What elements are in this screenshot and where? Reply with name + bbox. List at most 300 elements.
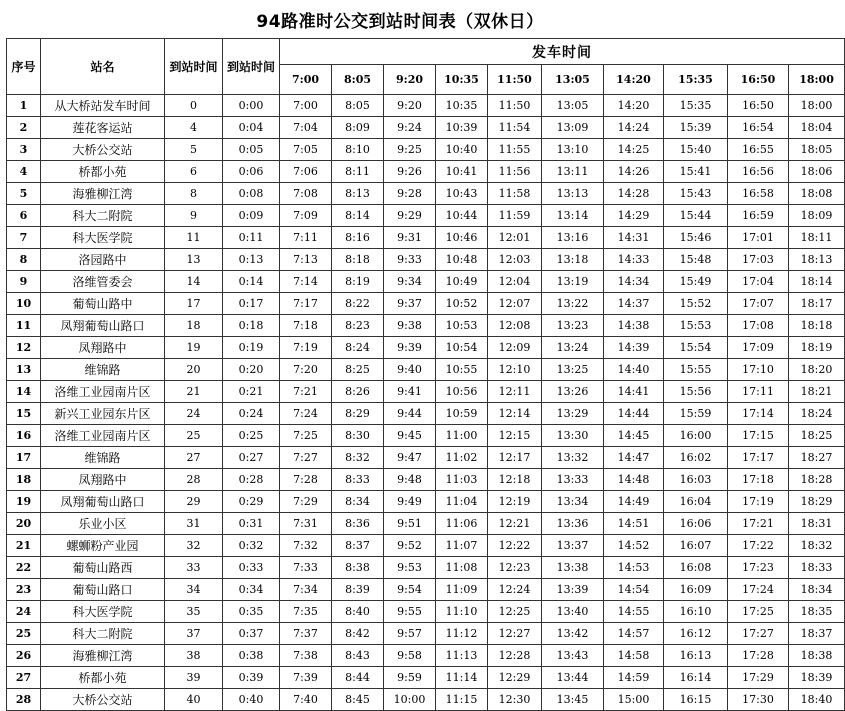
cell-station: 乐业小区 <box>41 513 165 535</box>
cell-arrive-minutes: 38 <box>165 645 223 667</box>
cell-seq: 10 <box>7 293 41 315</box>
cell-seq: 25 <box>7 623 41 645</box>
cell-departure-time: 14:20 <box>604 95 664 117</box>
cell-departure-time: 8:40 <box>332 601 384 623</box>
cell-seq: 16 <box>7 425 41 447</box>
cell-departure-time: 17:11 <box>728 381 789 403</box>
cell-seq: 1 <box>7 95 41 117</box>
cell-arrive-time: 0:28 <box>223 469 280 491</box>
cell-departure-time: 14:44 <box>604 403 664 425</box>
cell-departure-time: 15:48 <box>664 249 728 271</box>
cell-departure-time: 16:08 <box>664 557 728 579</box>
cell-departure-time: 11:06 <box>436 513 488 535</box>
cell-departure-time: 9:39 <box>384 337 436 359</box>
header-arrive-minutes: 到站时间 <box>165 39 223 95</box>
cell-departure-time: 7:04 <box>280 117 332 139</box>
cell-departure-time: 14:34 <box>604 271 664 293</box>
cell-departure-time: 7:18 <box>280 315 332 337</box>
cell-station: 凤翔葡萄山路口 <box>41 315 165 337</box>
cell-departure-time: 9:55 <box>384 601 436 623</box>
cell-arrive-minutes: 20 <box>165 359 223 381</box>
cell-arrive-time: 0:06 <box>223 161 280 183</box>
cell-departure-time: 12:28 <box>488 645 542 667</box>
cell-arrive-time: 0:09 <box>223 205 280 227</box>
cell-departure-time: 7:27 <box>280 447 332 469</box>
cell-station: 科大二附院 <box>41 205 165 227</box>
cell-arrive-time: 0:32 <box>223 535 280 557</box>
cell-departure-time: 18:18 <box>789 315 845 337</box>
header-station: 站名 <box>41 39 165 95</box>
table-row <box>7 623 845 645</box>
cell-departure-time: 18:37 <box>789 623 845 645</box>
cell-departure-time: 7:24 <box>280 403 332 425</box>
cell-departure-time: 8:24 <box>332 337 384 359</box>
cell-departure-time: 13:22 <box>542 293 604 315</box>
cell-departure-time: 17:28 <box>728 645 789 667</box>
cell-departure-time: 8:14 <box>332 205 384 227</box>
cell-departure-time: 9:47 <box>384 447 436 469</box>
cell-departure-time: 16:00 <box>664 425 728 447</box>
cell-seq: 27 <box>7 667 41 689</box>
cell-departure-time: 9:44 <box>384 403 436 425</box>
cell-departure-time: 14:38 <box>604 315 664 337</box>
cell-seq: 23 <box>7 579 41 601</box>
cell-station: 桥都小苑 <box>41 161 165 183</box>
cell-departure-time: 11:04 <box>436 491 488 513</box>
cell-departure-time: 13:34 <box>542 491 604 513</box>
table-row <box>7 249 845 271</box>
cell-arrive-time: 0:18 <box>223 315 280 337</box>
cell-departure-time: 9:58 <box>384 645 436 667</box>
cell-departure-time: 11:58 <box>488 183 542 205</box>
cell-departure-time: 15:53 <box>664 315 728 337</box>
cell-departure-time: 18:17 <box>789 293 845 315</box>
cell-departure-time: 13:43 <box>542 645 604 667</box>
cell-departure-time: 17:21 <box>728 513 789 535</box>
cell-departure-time: 10:54 <box>436 337 488 359</box>
cell-departure-time: 15:39 <box>664 117 728 139</box>
header-departure-time: 16:50 <box>728 65 789 95</box>
cell-departure-time: 13:37 <box>542 535 604 557</box>
cell-departure-time: 16:07 <box>664 535 728 557</box>
cell-departure-time: 15:55 <box>664 359 728 381</box>
table-row <box>7 337 845 359</box>
cell-departure-time: 8:05 <box>332 95 384 117</box>
table-row <box>7 183 845 205</box>
cell-station: 大桥公交站 <box>41 139 165 161</box>
cell-seq: 20 <box>7 513 41 535</box>
cell-arrive-minutes: 40 <box>165 689 223 711</box>
cell-seq: 26 <box>7 645 41 667</box>
cell-departure-time: 18:05 <box>789 139 845 161</box>
cell-departure-time: 18:38 <box>789 645 845 667</box>
cell-departure-time: 8:19 <box>332 271 384 293</box>
cell-arrive-time: 0:31 <box>223 513 280 535</box>
cell-departure-time: 13:30 <box>542 425 604 447</box>
cell-departure-time: 18:29 <box>789 491 845 513</box>
cell-arrive-minutes: 29 <box>165 491 223 513</box>
cell-departure-time: 10:56 <box>436 381 488 403</box>
cell-seq: 5 <box>7 183 41 205</box>
cell-departure-time: 8:36 <box>332 513 384 535</box>
cell-departure-time: 16:12 <box>664 623 728 645</box>
table-row <box>7 447 845 469</box>
cell-departure-time: 9:41 <box>384 381 436 403</box>
cell-seq: 12 <box>7 337 41 359</box>
cell-arrive-time: 0:40 <box>223 689 280 711</box>
table-row <box>7 359 845 381</box>
cell-departure-time: 12:11 <box>488 381 542 403</box>
table-row <box>7 139 845 161</box>
cell-departure-time: 18:34 <box>789 579 845 601</box>
cell-departure-time: 18:00 <box>789 95 845 117</box>
cell-station: 维锦路 <box>41 447 165 469</box>
cell-station: 科大医学院 <box>41 227 165 249</box>
header-departure-time: 10:35 <box>436 65 488 95</box>
cell-arrive-minutes: 0 <box>165 95 223 117</box>
timetable <box>6 38 845 711</box>
cell-departure-time: 18:14 <box>789 271 845 293</box>
cell-departure-time: 16:04 <box>664 491 728 513</box>
cell-departure-time: 14:26 <box>604 161 664 183</box>
cell-departure-time: 9:34 <box>384 271 436 293</box>
cell-departure-time: 8:13 <box>332 183 384 205</box>
cell-seq: 8 <box>7 249 41 271</box>
cell-departure-time: 16:55 <box>728 139 789 161</box>
cell-departure-time: 15:56 <box>664 381 728 403</box>
cell-departure-time: 17:01 <box>728 227 789 249</box>
header-row-top <box>7 39 845 65</box>
cell-arrive-minutes: 32 <box>165 535 223 557</box>
cell-departure-time: 7:06 <box>280 161 332 183</box>
table-row <box>7 403 845 425</box>
cell-arrive-time: 0:11 <box>223 227 280 249</box>
cell-departure-time: 15:41 <box>664 161 728 183</box>
cell-departure-time: 13:38 <box>542 557 604 579</box>
cell-departure-time: 18:06 <box>789 161 845 183</box>
cell-departure-time: 14:52 <box>604 535 664 557</box>
cell-departure-time: 11:03 <box>436 469 488 491</box>
cell-departure-time: 12:09 <box>488 337 542 359</box>
cell-arrive-minutes: 9 <box>165 205 223 227</box>
cell-departure-time: 8:43 <box>332 645 384 667</box>
cell-departure-time: 7:38 <box>280 645 332 667</box>
cell-departure-time: 12:29 <box>488 667 542 689</box>
cell-arrive-minutes: 33 <box>165 557 223 579</box>
cell-departure-time: 9:24 <box>384 117 436 139</box>
cell-departure-time: 15:49 <box>664 271 728 293</box>
cell-departure-time: 17:08 <box>728 315 789 337</box>
cell-station: 螺蛳粉产业园 <box>41 535 165 557</box>
cell-departure-time: 17:15 <box>728 425 789 447</box>
cell-arrive-time: 0:27 <box>223 447 280 469</box>
cell-departure-time: 14:45 <box>604 425 664 447</box>
cell-departure-time: 7:31 <box>280 513 332 535</box>
cell-departure-time: 9:54 <box>384 579 436 601</box>
cell-departure-time: 14:33 <box>604 249 664 271</box>
table-row <box>7 117 845 139</box>
cell-departure-time: 16:15 <box>664 689 728 711</box>
cell-departure-time: 17:10 <box>728 359 789 381</box>
cell-seq: 4 <box>7 161 41 183</box>
cell-departure-time: 15:52 <box>664 293 728 315</box>
cell-departure-time: 15:46 <box>664 227 728 249</box>
cell-departure-time: 17:07 <box>728 293 789 315</box>
table-row <box>7 425 845 447</box>
cell-departure-time: 12:22 <box>488 535 542 557</box>
cell-departure-time: 10:46 <box>436 227 488 249</box>
cell-departure-time: 10:52 <box>436 293 488 315</box>
cell-departure-time: 18:13 <box>789 249 845 271</box>
cell-departure-time: 10:48 <box>436 249 488 271</box>
cell-seq: 13 <box>7 359 41 381</box>
cell-departure-time: 10:41 <box>436 161 488 183</box>
cell-departure-time: 9:48 <box>384 469 436 491</box>
cell-departure-time: 7:32 <box>280 535 332 557</box>
cell-departure-time: 14:37 <box>604 293 664 315</box>
cell-seq: 28 <box>7 689 41 711</box>
cell-departure-time: 13:36 <box>542 513 604 535</box>
cell-departure-time: 14:59 <box>604 667 664 689</box>
cell-departure-time: 13:11 <box>542 161 604 183</box>
cell-departure-time: 10:44 <box>436 205 488 227</box>
cell-arrive-time: 0:20 <box>223 359 280 381</box>
cell-departure-time: 8:11 <box>332 161 384 183</box>
cell-departure-time: 14:49 <box>604 491 664 513</box>
cell-arrive-time: 0:39 <box>223 667 280 689</box>
cell-arrive-time: 0:38 <box>223 645 280 667</box>
cell-departure-time: 8:18 <box>332 249 384 271</box>
cell-departure-time: 14:51 <box>604 513 664 535</box>
cell-departure-time: 9:33 <box>384 249 436 271</box>
cell-arrive-time: 0:21 <box>223 381 280 403</box>
cell-departure-time: 8:25 <box>332 359 384 381</box>
cell-departure-time: 9:53 <box>384 557 436 579</box>
cell-arrive-minutes: 35 <box>165 601 223 623</box>
cell-departure-time: 14:47 <box>604 447 664 469</box>
cell-departure-time: 14:25 <box>604 139 664 161</box>
cell-departure-time: 13:10 <box>542 139 604 161</box>
cell-departure-time: 7:33 <box>280 557 332 579</box>
cell-seq: 7 <box>7 227 41 249</box>
cell-station: 洛维工业园南片区 <box>41 381 165 403</box>
cell-departure-time: 7:25 <box>280 425 332 447</box>
cell-station: 新兴工业园东片区 <box>41 403 165 425</box>
cell-departure-time: 9:40 <box>384 359 436 381</box>
cell-departure-time: 7:39 <box>280 667 332 689</box>
cell-arrive-minutes: 24 <box>165 403 223 425</box>
timetable-body <box>7 95 845 711</box>
cell-departure-time: 13:14 <box>542 205 604 227</box>
cell-seq: 3 <box>7 139 41 161</box>
cell-departure-time: 9:59 <box>384 667 436 689</box>
cell-arrive-time: 0:37 <box>223 623 280 645</box>
cell-station: 洛维工业园南片区 <box>41 425 165 447</box>
cell-departure-time: 11:55 <box>488 139 542 161</box>
cell-seq: 21 <box>7 535 41 557</box>
table-row <box>7 645 845 667</box>
cell-arrive-minutes: 17 <box>165 293 223 315</box>
cell-seq: 2 <box>7 117 41 139</box>
cell-departure-time: 8:38 <box>332 557 384 579</box>
cell-departure-time: 18:40 <box>789 689 845 711</box>
cell-departure-time: 11:54 <box>488 117 542 139</box>
cell-departure-time: 11:14 <box>436 667 488 689</box>
cell-departure-time: 13:19 <box>542 271 604 293</box>
cell-departure-time: 10:55 <box>436 359 488 381</box>
cell-departure-time: 17:30 <box>728 689 789 711</box>
cell-departure-time: 9:49 <box>384 491 436 513</box>
cell-departure-time: 13:44 <box>542 667 604 689</box>
cell-departure-time: 18:24 <box>789 403 845 425</box>
cell-departure-time: 13:42 <box>542 623 604 645</box>
cell-departure-time: 7:14 <box>280 271 332 293</box>
cell-departure-time: 16:56 <box>728 161 789 183</box>
cell-departure-time: 18:19 <box>789 337 845 359</box>
cell-departure-time: 16:13 <box>664 645 728 667</box>
header-departure-time: 14:20 <box>604 65 664 95</box>
table-row <box>7 315 845 337</box>
cell-departure-time: 8:42 <box>332 623 384 645</box>
cell-departure-time: 13:32 <box>542 447 604 469</box>
cell-departure-time: 13:33 <box>542 469 604 491</box>
cell-arrive-minutes: 31 <box>165 513 223 535</box>
cell-arrive-minutes: 4 <box>165 117 223 139</box>
cell-station: 维锦路 <box>41 359 165 381</box>
cell-departure-time: 9:57 <box>384 623 436 645</box>
cell-departure-time: 12:01 <box>488 227 542 249</box>
cell-departure-time: 13:23 <box>542 315 604 337</box>
cell-departure-time: 13:05 <box>542 95 604 117</box>
cell-departure-time: 13:18 <box>542 249 604 271</box>
cell-departure-time: 11:13 <box>436 645 488 667</box>
cell-departure-time: 18:09 <box>789 205 845 227</box>
cell-departure-time: 18:39 <box>789 667 845 689</box>
cell-departure-time: 12:03 <box>488 249 542 271</box>
cell-departure-time: 18:04 <box>789 117 845 139</box>
table-row <box>7 469 845 491</box>
table-row <box>7 381 845 403</box>
cell-arrive-time: 0:00 <box>223 95 280 117</box>
table-row <box>7 205 845 227</box>
header-departure-time: 11:50 <box>488 65 542 95</box>
cell-departure-time: 15:40 <box>664 139 728 161</box>
cell-departure-time: 9:29 <box>384 205 436 227</box>
cell-departure-time: 13:26 <box>542 381 604 403</box>
cell-arrive-time: 0:08 <box>223 183 280 205</box>
cell-departure-time: 18:20 <box>789 359 845 381</box>
cell-departure-time: 10:43 <box>436 183 488 205</box>
cell-departure-time: 12:27 <box>488 623 542 645</box>
cell-departure-time: 18:33 <box>789 557 845 579</box>
cell-departure-time: 12:19 <box>488 491 542 513</box>
cell-departure-time: 16:06 <box>664 513 728 535</box>
cell-departure-time: 7:08 <box>280 183 332 205</box>
cell-station: 葡萄山路中 <box>41 293 165 315</box>
cell-departure-time: 10:00 <box>384 689 436 711</box>
cell-departure-time: 9:45 <box>384 425 436 447</box>
cell-arrive-time: 0:19 <box>223 337 280 359</box>
cell-departure-time: 16:54 <box>728 117 789 139</box>
cell-seq: 24 <box>7 601 41 623</box>
cell-departure-time: 11:59 <box>488 205 542 227</box>
cell-departure-time: 12:07 <box>488 293 542 315</box>
header-departure-group: 发车时间 <box>280 39 845 65</box>
cell-departure-time: 12:18 <box>488 469 542 491</box>
cell-departure-time: 9:31 <box>384 227 436 249</box>
header-seq: 序号 <box>7 39 41 95</box>
cell-departure-time: 13:16 <box>542 227 604 249</box>
cell-station: 海雅柳江湾 <box>41 645 165 667</box>
cell-departure-time: 18:11 <box>789 227 845 249</box>
cell-departure-time: 9:26 <box>384 161 436 183</box>
table-row <box>7 667 845 689</box>
cell-departure-time: 18:32 <box>789 535 845 557</box>
cell-departure-time: 13:40 <box>542 601 604 623</box>
header-departure-time: 7:00 <box>280 65 332 95</box>
cell-departure-time: 13:39 <box>542 579 604 601</box>
cell-departure-time: 8:30 <box>332 425 384 447</box>
cell-departure-time: 17:03 <box>728 249 789 271</box>
cell-departure-time: 16:09 <box>664 579 728 601</box>
cell-station: 海雅柳江湾 <box>41 183 165 205</box>
cell-departure-time: 16:58 <box>728 183 789 205</box>
cell-departure-time: 14:31 <box>604 227 664 249</box>
cell-departure-time: 13:13 <box>542 183 604 205</box>
cell-departure-time: 18:27 <box>789 447 845 469</box>
cell-departure-time: 12:30 <box>488 689 542 711</box>
cell-departure-time: 16:03 <box>664 469 728 491</box>
cell-seq: 22 <box>7 557 41 579</box>
cell-departure-time: 10:40 <box>436 139 488 161</box>
cell-station: 莲花客运站 <box>41 117 165 139</box>
cell-departure-time: 8:45 <box>332 689 384 711</box>
cell-station: 葡萄山路口 <box>41 579 165 601</box>
cell-departure-time: 8:16 <box>332 227 384 249</box>
cell-departure-time: 13:25 <box>542 359 604 381</box>
header-departure-time: 9:20 <box>384 65 436 95</box>
cell-seq: 19 <box>7 491 41 513</box>
table-row <box>7 227 845 249</box>
cell-departure-time: 14:40 <box>604 359 664 381</box>
cell-station: 凤翔路中 <box>41 337 165 359</box>
cell-departure-time: 12:21 <box>488 513 542 535</box>
cell-departure-time: 11:08 <box>436 557 488 579</box>
cell-arrive-minutes: 25 <box>165 425 223 447</box>
cell-arrive-minutes: 37 <box>165 623 223 645</box>
cell-departure-time: 12:25 <box>488 601 542 623</box>
cell-departure-time: 17:17 <box>728 447 789 469</box>
cell-departure-time: 15:00 <box>604 689 664 711</box>
cell-arrive-minutes: 39 <box>165 667 223 689</box>
table-row <box>7 689 845 711</box>
header-departure-time: 8:05 <box>332 65 384 95</box>
cell-departure-time: 14:28 <box>604 183 664 205</box>
cell-departure-time: 12:10 <box>488 359 542 381</box>
cell-arrive-time: 0:25 <box>223 425 280 447</box>
cell-departure-time: 13:09 <box>542 117 604 139</box>
cell-departure-time: 7:40 <box>280 689 332 711</box>
table-row <box>7 95 845 117</box>
cell-arrive-minutes: 27 <box>165 447 223 469</box>
cell-departure-time: 8:44 <box>332 667 384 689</box>
cell-departure-time: 11:07 <box>436 535 488 557</box>
cell-seq: 6 <box>7 205 41 227</box>
cell-departure-time: 12:24 <box>488 579 542 601</box>
cell-departure-time: 18:08 <box>789 183 845 205</box>
cell-departure-time: 12:14 <box>488 403 542 425</box>
cell-arrive-time: 0:05 <box>223 139 280 161</box>
